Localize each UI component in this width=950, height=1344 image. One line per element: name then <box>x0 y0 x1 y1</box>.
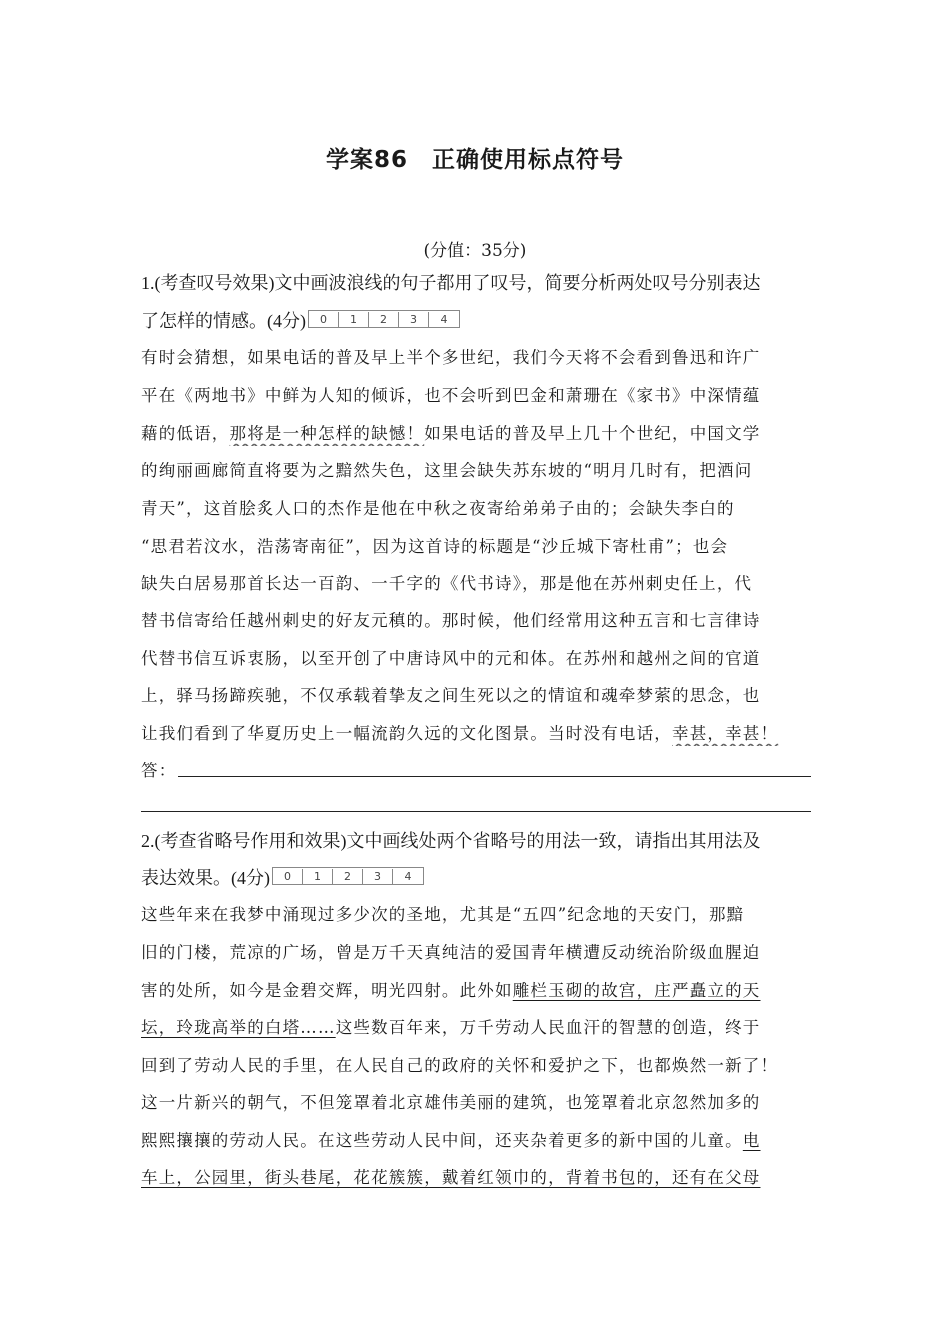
score-cell[interactable]: 2 <box>369 312 399 328</box>
score-box-q1[interactable] <box>308 310 460 328</box>
passage-line: 藉的低语，那将是一种怎样的缺憾！如果电话的普及早上几十个世纪，中国文学 <box>141 424 761 443</box>
score-cell[interactable]: 1 <box>339 312 369 328</box>
underlined-phrase: 坛，玲珑高举的白塔…… <box>141 1018 336 1037</box>
passage-line: 缺失白居易那首长达一百韵、一千字的《代书诗》，那是他在苏州刺史任上，代 <box>141 574 753 593</box>
score-cell[interactable]: 4 <box>440 313 448 326</box>
passage-line: 害的处所，如今是金碧交辉，明光四射。此外如雕栏玉砌的故宫，庄严矗立的天 <box>141 981 761 1000</box>
passage-line: 上，驿马扬蹄疾驰，不仅承载着挚友之间生死以之的情谊和魂牵梦萦的思念，也 <box>141 686 761 705</box>
passage-line: 青天”，这首脍炙人口的杰作是他在中秋之夜寄给弟弟子由的；会缺失李白的 <box>141 499 735 518</box>
passage-line: 代替书信互诉衷肠，以至开创了中唐诗风中的元和体。在苏州和越州之间的官道 <box>141 649 761 668</box>
answer-line[interactable] <box>141 811 811 812</box>
total-score: (分值：35分) <box>423 241 527 261</box>
passage-line: 的绚丽画廊简直将要为之黯然失色，这里会缺失苏东坡的“明月几时有，把酒问 <box>141 461 753 480</box>
score-box-q2[interactable] <box>272 867 424 885</box>
wavy-underlined-sentence: 幸甚，幸甚！ <box>672 724 779 743</box>
question-1-prompt: 1.(考查叹号效果)文中画波浪线的句子都用了叹号，简要分析两处叹号分别表达 <box>141 273 761 293</box>
wavy-underlined-sentence: 那将是一种怎样的缺憾！ <box>229 424 425 443</box>
passage-line: 平在《两地书》中鲜为人知的倾诉，也不会听到巴金和萧珊在《家书》中深情蕴 <box>141 386 761 405</box>
passage-line: 坛，玲珑高举的白塔……这些数百年来，万千劳动人民血汗的智慧的创造，终于 <box>141 1018 761 1037</box>
underlined-phrase: 电 <box>742 1131 761 1150</box>
score-cell[interactable]: 4 <box>404 870 412 883</box>
passage-line: “思君若汶水，浩荡寄南征”，因为这首诗的标题是“沙丘城下寄杜甫”；也会 <box>141 537 729 556</box>
answer-line[interactable] <box>178 776 811 777</box>
question-1-prompt-cont <box>141 309 811 333</box>
score-cell[interactable]: 0 <box>273 869 303 885</box>
question-2-prompt-cont <box>141 866 811 890</box>
passage-line: 这一片新兴的朝气，不但笼罩着北京雄伟美丽的建筑，也笼罩着北京忽然加多的 <box>141 1093 761 1112</box>
passage-line: 让我们看到了华夏历史上一幅流韵久远的文化图景。当时没有电话，幸甚，幸甚！ <box>141 724 779 743</box>
score-cell[interactable]: 1 <box>303 869 333 885</box>
underlined-phrase: 车上，公园里，街头巷尾，花花簇簇，戴着红领巾的，背着书包的，还有在父母 <box>141 1168 761 1187</box>
score-cell[interactable]: 2 <box>333 869 363 885</box>
question-1-prompt-tail: 了怎样的情感。(4分) <box>141 311 306 331</box>
question-2-prompt: 2.(考查省略号作用和效果)文中画线处两个省略号的用法一致，请指出其用法及 <box>141 831 761 851</box>
passage-line: 回到了劳动人民的手里，在人民自己的政府的关怀和爱护之下，也都焕然一新了！ <box>141 1056 779 1075</box>
passage-line <box>141 1166 811 1190</box>
passage-line: 替书信寄给任越州刺史的好友元稹的。那时候，他们经常用这种五言和七言律诗 <box>141 611 761 630</box>
answer-label: 答： <box>141 761 177 780</box>
score-cell[interactable]: 3 <box>363 869 393 885</box>
score-cell[interactable]: 3 <box>399 312 429 328</box>
passage-line: 旧的门楼，荒凉的广场，曾是万千天真纯洁的爱国青年横遭反动统治阶级血腥迫 <box>141 943 761 962</box>
underlined-phrase: 雕栏玉砌的故宫，庄严矗立的天 <box>512 981 761 1000</box>
score-cell[interactable]: 0 <box>309 312 339 328</box>
passage-line: 有时会猜想，如果电话的普及早上半个多世纪，我们今天将不会看到鲁迅和许广 <box>141 348 761 367</box>
page-title: 学案86 正确使用标点符号 <box>325 147 624 173</box>
passage-line: 这些年来在我梦中涌现过多少次的圣地，尤其是“五四”纪念地的天安门，那黯 <box>141 905 745 924</box>
question-2-prompt-tail: 表达效果。(4分) <box>141 868 270 888</box>
passage-line: 熙熙攘攘的劳动人民。在这些劳动人民中间，还夹杂着更多的新中国的儿童。电 <box>141 1131 761 1150</box>
answer-row <box>141 759 811 783</box>
